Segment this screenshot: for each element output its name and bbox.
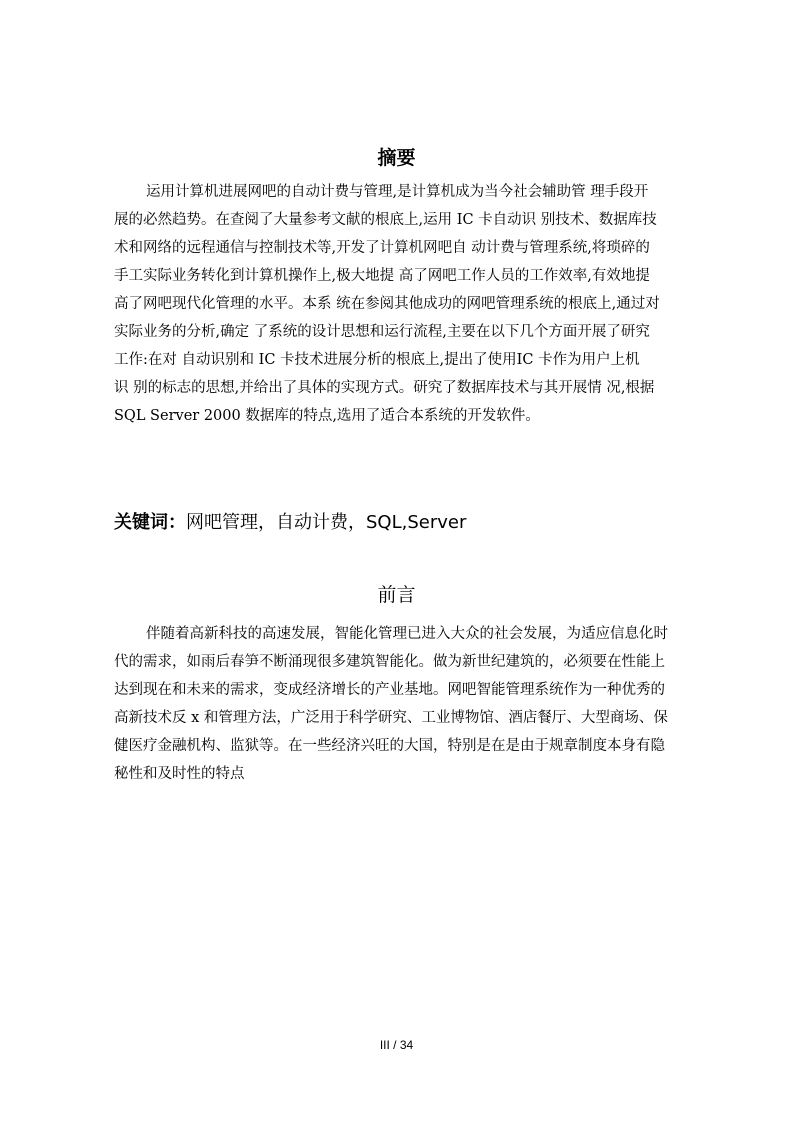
abstract-line: 实际业务的分析,确定 了系统的设计思想和运行流程,主要在以下几个方面开展了研究 — [114, 324, 650, 340]
preface-line: 伴随着高新科技的高速发展，智能化管理已进入大众的社会发展，为适应信息化时 — [146, 626, 668, 642]
abstract-line: 展的必然趋势。在查阅了大量参考文献的根底上,运用 IC 卡自动识 别技术、数据库技 — [114, 212, 657, 228]
abstract-title: 摘要 — [377, 147, 416, 169]
keywords-line — [114, 508, 466, 536]
abstract-line: 识 别的标志的思想,并给出了具体的实现方式。研究了数据库技术与其开展情 况,根据 — [114, 380, 655, 396]
keywords-label: 关键词： — [114, 512, 186, 533]
keywords-text: 网吧管理，自动计费，SQL,Server — [186, 512, 467, 533]
abstract-line: 术和网络的远程通信与控制技术等,开发了计算机网吧自 动计费与管理系统,将琐碎的 — [114, 240, 650, 256]
preface-line: 代的需求，如雨后春笋不断涌现很多建筑智能化。做为新世纪建筑的，必须要在性能上 — [114, 654, 665, 670]
abstract-line: 高了网吧现代化管理的水平。本系 统在参阅其他成功的网吧管理系统的根底上,通过对 — [114, 296, 660, 312]
abstract-line: SQL Server 2000 数据库的特点,选用了适合本系统的开发软件。 — [114, 408, 540, 424]
page-number: III / 34 — [379, 1038, 414, 1052]
abstract-line: 工作:在对 自动识别和 IC 卡技术进展分析的根底上,提出了使用IC 卡作为用户上机 — [114, 352, 640, 368]
preface-line: 高新技术反 x 和管理方法，广泛用于科学研究、工业博物馆、酒店餐厅、大型商场、保 — [114, 710, 668, 726]
preface-line: 健医疗金融机构、监狱等。在一些经济兴旺的大国，特别是在是由于规章制度本身有隐 — [114, 738, 665, 754]
preface-line: 达到现在和未来的需求，变成经济增长的产业基地。网吧智能管理系统作为一种优秀的 — [114, 682, 665, 698]
abstract-line: 手工实际业务转化到计算机操作上,极大地提 高了网吧工作人员的工作效率,有效地提 — [114, 268, 650, 284]
abstract-line: 运用计算机进展网吧的自动计费与管理,是计算机成为当今社会辅助管 理手段开 — [146, 184, 649, 200]
preface-line: 秘性和及时性的特点 — [114, 766, 245, 782]
preface-title: 前言 — [377, 584, 416, 606]
